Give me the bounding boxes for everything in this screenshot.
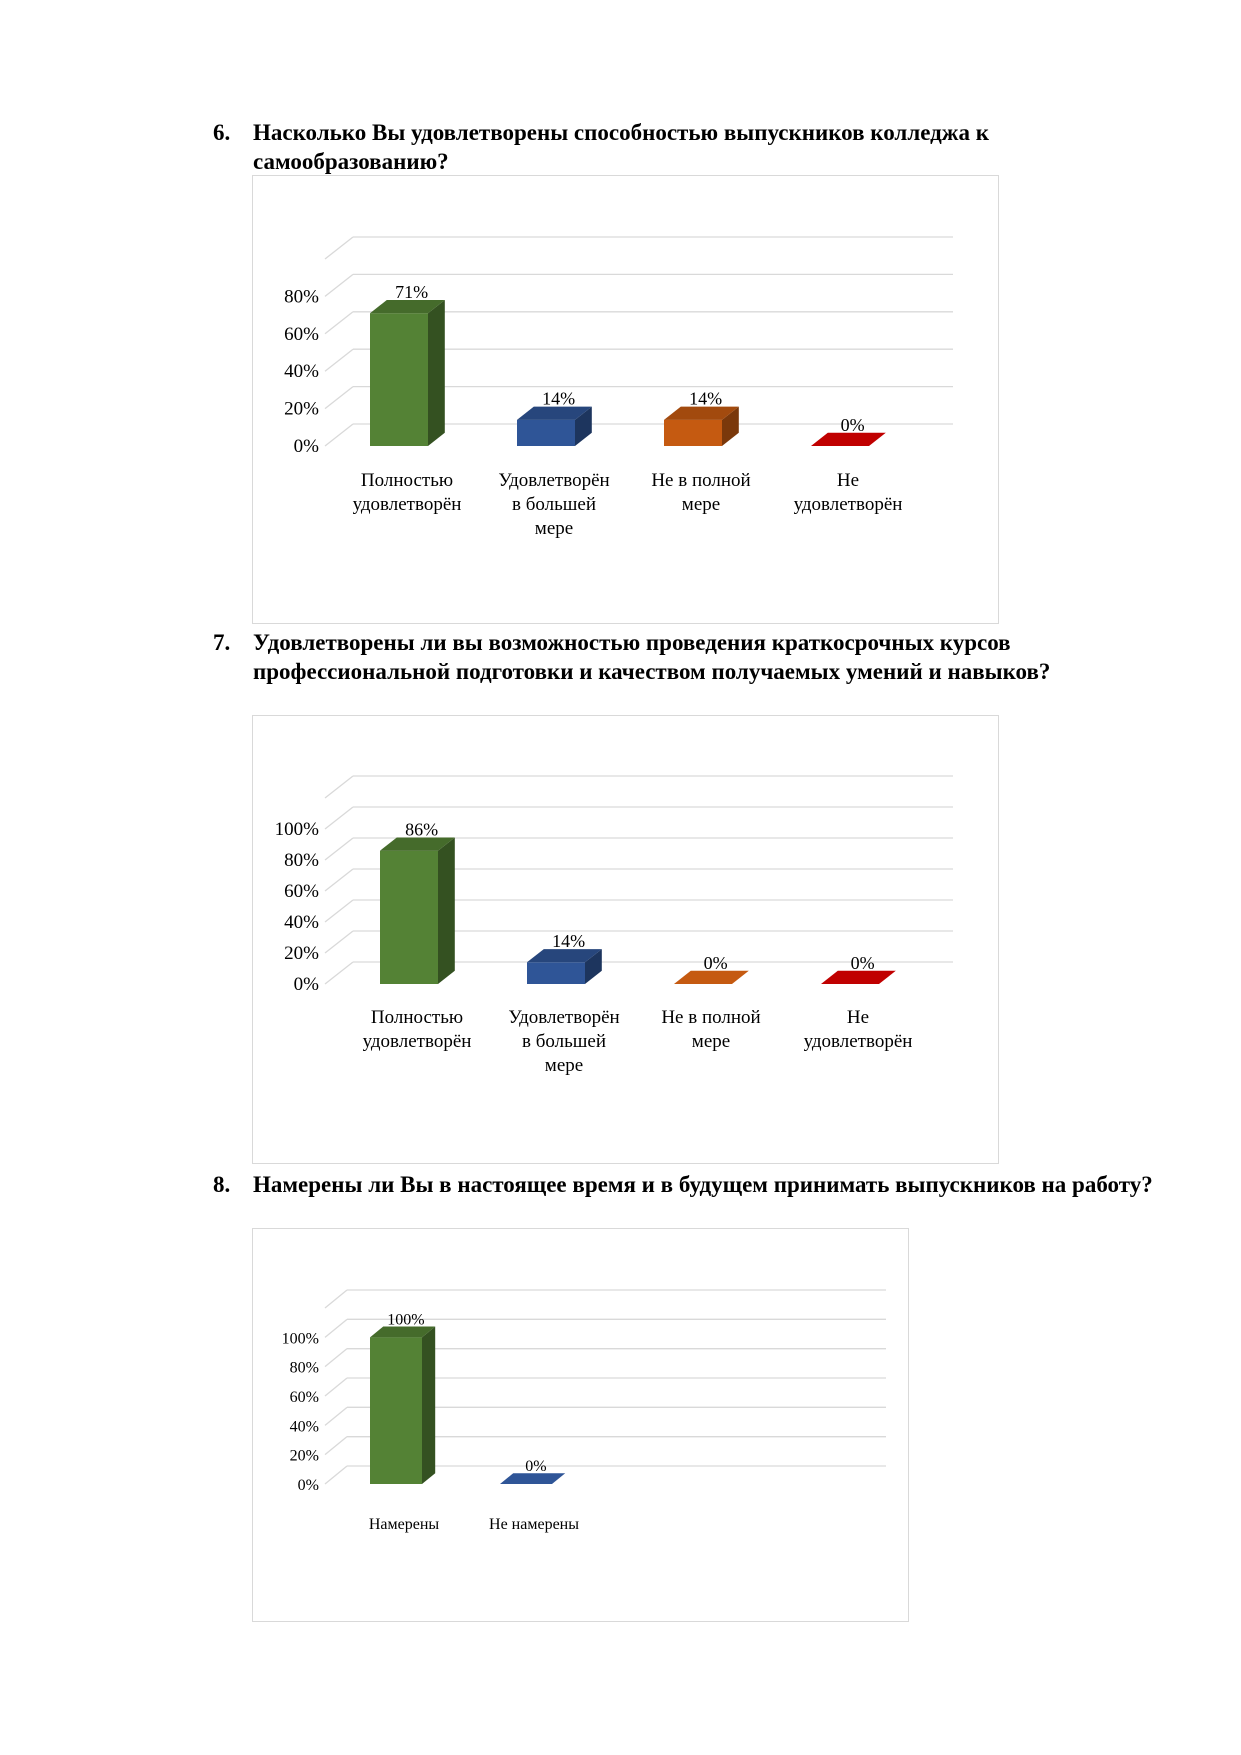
y-tick-label: 80% <box>284 850 319 871</box>
gridline-depth <box>325 1407 347 1425</box>
bar-front <box>664 420 722 446</box>
gridline-depth <box>325 1378 347 1396</box>
data-label: 0% <box>525 1458 547 1476</box>
gridline-depth <box>325 807 353 829</box>
gridline-depth <box>325 424 353 446</box>
gridline-depth <box>325 387 353 409</box>
category-label: Удовлетворён <box>498 470 610 491</box>
bar <box>380 838 455 985</box>
y-tick-label: 0% <box>293 436 319 457</box>
category-label: в большей <box>511 494 597 515</box>
question-number: 8. <box>213 1172 231 1197</box>
category-label: Не <box>836 470 860 491</box>
category-label: Удовлетворён <box>508 1007 620 1028</box>
category-label: Намерены <box>368 1516 440 1533</box>
gridline-depth <box>325 1437 347 1455</box>
chart-satisfaction-self-education <box>252 175 999 624</box>
y-tick-label: 20% <box>284 943 319 964</box>
category-label: удовлетворён <box>793 494 903 515</box>
bar-front <box>380 851 438 984</box>
category-label: мере <box>691 1031 731 1052</box>
y-tick-label: 40% <box>289 1418 319 1436</box>
gridline-depth <box>325 1290 347 1308</box>
y-tick-label: 40% <box>284 361 319 383</box>
chart-svg <box>253 716 998 1163</box>
data-label: 14% <box>542 388 576 409</box>
gridline-depth <box>325 1319 347 1337</box>
gridline-depth <box>325 900 353 922</box>
bar <box>370 300 445 446</box>
category-label: Не намерены <box>489 1516 579 1533</box>
y-tick-label: 60% <box>284 323 319 345</box>
category-label: Не в полной <box>661 1007 761 1028</box>
category-label: мере <box>544 1055 584 1076</box>
category-label: мере <box>681 494 721 515</box>
category-label: Не <box>846 1007 870 1028</box>
question-number: 6. <box>213 120 231 145</box>
data-label: 100% <box>387 1311 425 1329</box>
y-tick-label: 80% <box>289 1359 319 1377</box>
question-text: Намерены ли Вы в настоящее время и в будущем принимать выпускников на работу? <box>253 1172 1153 1197</box>
chart-svg <box>253 1229 908 1621</box>
y-tick-label: 100% <box>274 819 319 840</box>
gridline-depth <box>325 237 353 259</box>
chart-svg <box>253 176 998 623</box>
category-label: удовлетворён <box>803 1031 913 1052</box>
data-label: 86% <box>405 819 439 840</box>
bar-front <box>517 420 575 446</box>
bar <box>527 949 602 984</box>
category-label: удовлетворён <box>352 494 462 515</box>
data-label: 14% <box>552 931 586 952</box>
gridline-depth <box>325 776 353 798</box>
gridline-depth <box>325 349 353 371</box>
question-text: Насколько Вы удовлетворены способностью выпускников колледжа к самообразованию? <box>253 120 989 174</box>
y-tick-label: 100% <box>281 1330 319 1348</box>
y-tick-label: 60% <box>284 881 319 902</box>
question-number: 7. <box>213 630 231 655</box>
gridline-depth <box>325 1466 347 1484</box>
data-label: 0% <box>840 414 865 435</box>
bar <box>517 407 592 446</box>
category-label: Полностью <box>370 1007 464 1028</box>
category-label: Не в полной <box>651 470 751 491</box>
gridline-depth <box>325 869 353 891</box>
y-tick-label: 0% <box>293 974 319 995</box>
category-label: Полностью <box>360 470 454 491</box>
bar-front <box>370 1337 422 1484</box>
category-label: удовлетворён <box>362 1031 472 1052</box>
gridline-depth <box>325 838 353 860</box>
y-tick-label: 80% <box>284 286 319 308</box>
bar <box>370 1327 435 1484</box>
category-label: в большей <box>521 1031 607 1052</box>
bar-side <box>422 1327 435 1484</box>
gridline-depth <box>325 312 353 334</box>
data-label: 14% <box>689 388 723 409</box>
y-tick-label: 60% <box>289 1389 319 1406</box>
data-label: 71% <box>395 282 429 303</box>
chart-short-courses <box>252 715 999 1164</box>
chart-hiring-intentions <box>252 1228 909 1622</box>
y-tick-label: 20% <box>284 398 319 420</box>
y-tick-label: 20% <box>289 1447 319 1465</box>
bar-side <box>428 300 445 446</box>
data-label: 0% <box>850 952 875 973</box>
gridline-depth <box>325 962 353 984</box>
data-label: 0% <box>703 952 728 973</box>
bar-front <box>370 313 428 446</box>
bar-front <box>527 962 585 984</box>
bar-side <box>438 838 455 985</box>
question-text: Удовлетворены ли вы возможностью проведения краткосрочных курсов профессиональной подготовки и качеством получаемых умений и навыков? <box>253 630 1051 684</box>
gridline-depth <box>325 1349 347 1367</box>
gridline-depth <box>325 931 353 953</box>
y-tick-label: 0% <box>297 1477 319 1494</box>
category-label: мере <box>534 518 574 539</box>
gridline-depth <box>325 274 353 296</box>
y-tick-label: 40% <box>284 912 319 933</box>
bar <box>664 407 739 446</box>
